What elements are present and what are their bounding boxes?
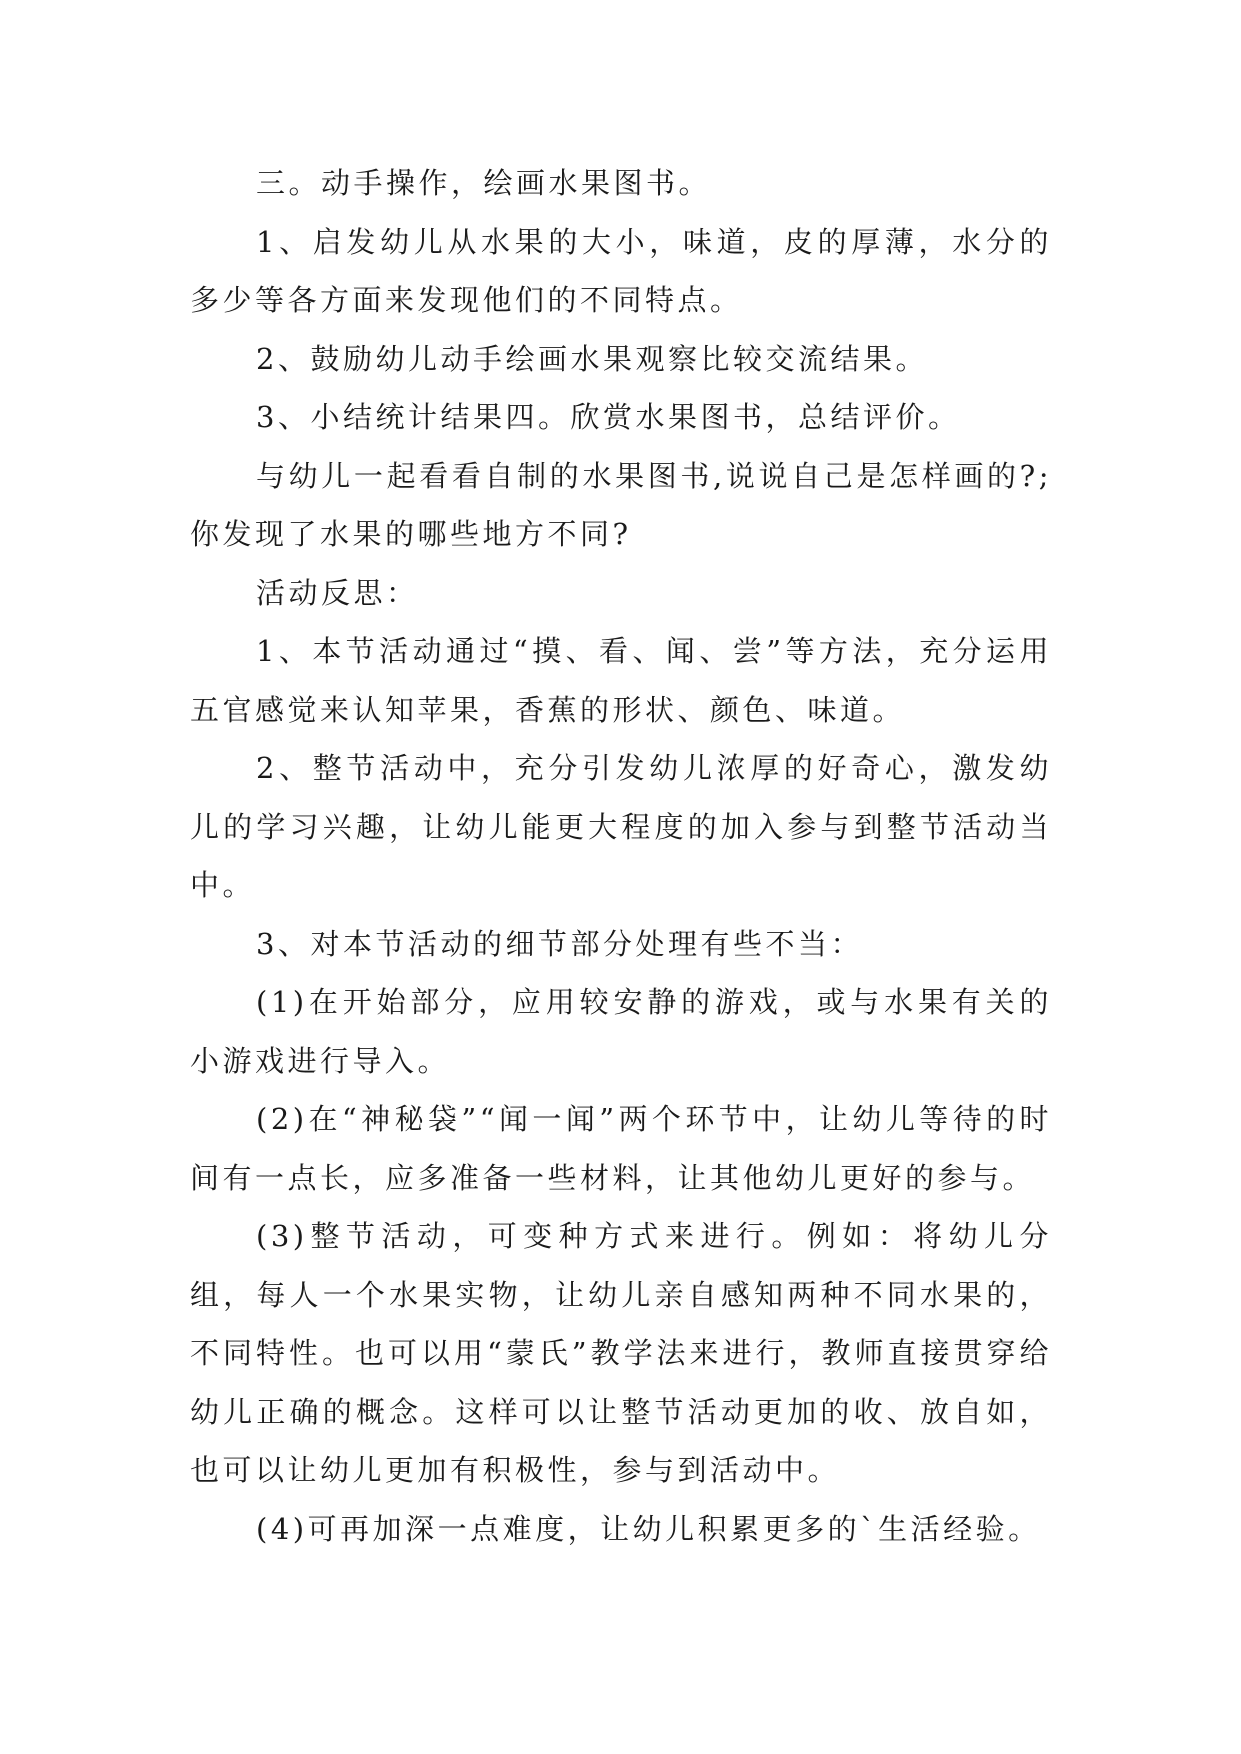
paragraph-item-2: 2、鼓励幼儿动手绘画水果观察比较交流结果。 bbox=[256, 341, 928, 376]
paragraph-reflection-3: 3、对本节活动的细节部分处理有些不当： bbox=[256, 926, 863, 961]
paragraph-discussion: 与幼儿一起看看自制的水果图书,说说自己是怎样画的?;你发现了水果的哪些地方不同? bbox=[190, 458, 1052, 551]
paragraph-subitem-1: (1)在开始部分，应用较安静的游戏，或与水果有关的小游戏进行导入。 bbox=[190, 985, 1052, 1078]
paragraph-reflection-2: 2、整节活动中，充分引发幼儿浓厚的好奇心，激发幼儿的学习兴趣，让幼儿能更大程度的加入参与到整节活动当中。 bbox=[190, 751, 1052, 902]
paragraph-subitem-2: (2)在“神秘袋”“闻一闻”两个环节中，让幼儿等待的时间有一点长，应多准备一些材料，让其他幼儿更好的参与。 bbox=[190, 1102, 1052, 1195]
paragraph-subitem-3: (3)整节活动，可变种方式来进行。例如：将幼儿分组，每人一个水果实物，让幼儿亲自感知两种不同水果的，不同特性。也可以用“蒙氏”教学法来进行，教师直接贯穿给幼儿正确的概念。这样可以让整节活动更加的收、放自如，也可以让幼儿更加有积极性，参与到活动中。 bbox=[190, 1219, 1052, 1487]
paragraph-item-3: 3、小结统计结果四。欣赏水果图书，总结评价。 bbox=[256, 400, 961, 434]
paragraph-subitem-4: (4)可再加深一点难度，让幼儿积累更多的`生活经验。 bbox=[256, 1511, 1041, 1546]
paragraph-section-three: 三。动手操作，绘画水果图书。 bbox=[256, 166, 712, 200]
paragraph-reflection-1: 1、本节活动通过“摸、看、闻、尝”等方法，充分运用五官感觉来认知苹果，香蕉的形状、颜色、味道。 bbox=[190, 634, 1052, 727]
document-body bbox=[190, 154, 1052, 1558]
paragraph-reflection-heading: 活动反思： bbox=[256, 575, 419, 610]
paragraph-item-1: 1、启发幼儿从水果的大小，味道，皮的厚薄，水分的多少等各方面来发现他们的不同特点。 bbox=[190, 224, 1052, 317]
